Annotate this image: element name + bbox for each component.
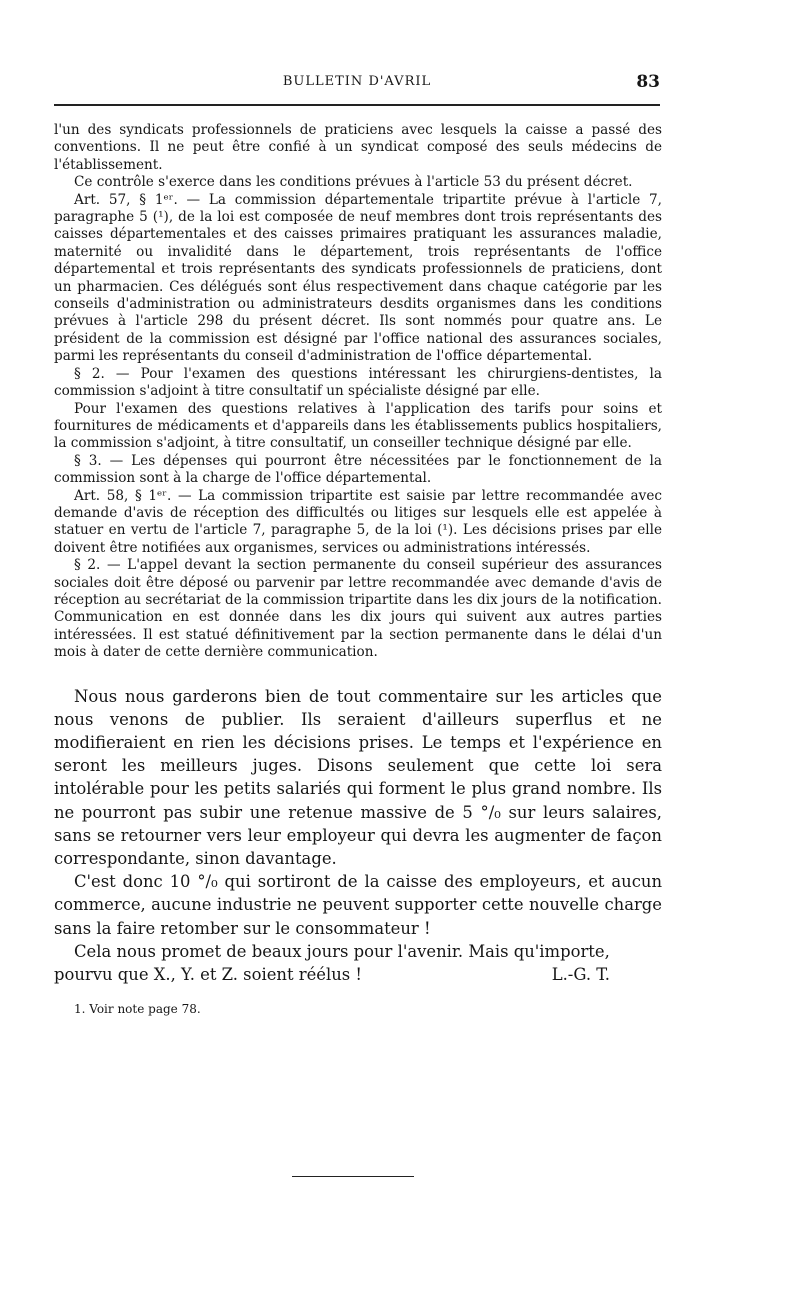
- running-title: BULLETIN D'AVRIL: [282, 74, 432, 89]
- page-number: 83: [636, 72, 660, 92]
- body-text: [54, 122, 662, 1017]
- commentary-paragraph: C'est donc 10 °/₀ qui sortiront de la caisse des employeurs, et aucun commerce, aucune industrie ne peuvent supporter cette nouvelle charge sans la faire retomber sur le consommateur !: [54, 872, 662, 938]
- running-head: [54, 72, 660, 96]
- article-57-section-2: § 2. — Pour l'examen des questions intéressant les chirurgiens-dentistes, la commission s'adjoint à titre consultatif un spécialiste désigné par elle.: [54, 365, 662, 400]
- article-57: Art. 57, § 1ᵉʳ. — La commission départementale tripartite prévue à l'article 7, paragraphe 5 (¹), de la loi est composée de neuf membres dont trois représentants des caisses départementales et des caisses primaires pratiquant les assurances maladie, maternité ou invalidité dans le département, trois représentants de l'office départemental et trois représentants des syndicats professionnels de praticiens, dont un pharmacien. Ces délégués sont élus respectivement dans chaque catégorie par les conseils d'administration ou administrateurs desdits organismes dans les conditions prévues à l'article 298 du présent décret. Ils sont nommés pour quatre ans. Le président de la commission est désigné par l'office national des assurances sociales, parmi les représentants du conseil d'administration de l'office départemental.: [54, 191, 662, 365]
- commentary-paragraph: Nous nous garderons bien de tout commentaire sur les articles que nous venons de publier. Ils seraient d'ailleurs superflus et ne modifieraient en rien les décisions prises. Le temps et l'expérience en seront les meilleurs juges. Disons seulement que cette loi sera intolérable pour les petits salariés qui forment le plus grand nombre. Ils ne pourront pas subir une retenue massive de 5 °/₀ sur leurs salaires, sans se retourner vers leur employeur qui devra les augmenter de façon correspondante, sinon davantage.: [54, 686, 662, 869]
- decree-paragraph: l'un des syndicats professionnels de praticiens avec lesquels la caisse a passé des conventions. Il ne peut être confié à un syndicat composé des seuls médecins de l'établissement.: [54, 122, 662, 173]
- decree-paragraph: Pour l'examen des questions relatives à l'application des tarifs pour soins et fournitures de médicaments et d'appareils dans les établissements publics hospitaliers, la commission s'adjoint, à titre consultatif, un conseiller technique désigné par elle.: [54, 400, 662, 452]
- article-58-section-2: § 2. — L'appel devant la section permanente du conseil supérieur des assurances sociales doit être déposé ou parvenir par lettre recommandée avec demande d'avis de réception au secrétariat de la commission tripartite dans les dix jours de la notification. Communication en est donnée dans les dix jours qui suivent aux autres parties intéressées. Il est statué définitivement par la section permanente dans le délai d'un mois à dater de cette dernière communication.: [54, 557, 662, 661]
- article-57-section-3: § 3. — Les dépenses qui pourront être nécessitées par le fonctionnement de la commission sont à la charge de l'office départemental.: [54, 452, 662, 487]
- decree-paragraph: Ce contrôle s'exerce dans les conditions prévues à l'article 53 du présent décret.: [74, 174, 633, 191]
- end-rule: [292, 1176, 414, 1177]
- footnote: 1. Voir note page 78.: [74, 1002, 201, 1017]
- editorial-commentary: [54, 685, 662, 987]
- commentary-paragraph: Cela nous promet de beaux jours pour l'avenir. Mais qu'importe,: [74, 941, 610, 961]
- closing-line: [54, 963, 662, 986]
- article-58: Art. 58, § 1ᵉʳ. — La commission tripartite est saisie par lettre recommandée avec demande d'avis de réception des difficultés ou litiges sur lesquels elle est appelée à statuer en vertu de l'article 7, paragraphe 5, de la loi (¹). Les décisions prises par elle doivent être notifiées aux organismes, services ou administrations intéressés.: [54, 487, 662, 556]
- decree-excerpt: [54, 122, 662, 662]
- closing-sentence: pourvu que X., Y. et Z. soient réélus !: [54, 965, 362, 985]
- header-rule: [54, 104, 660, 106]
- author-signature: L.-G. T.: [551, 965, 610, 985]
